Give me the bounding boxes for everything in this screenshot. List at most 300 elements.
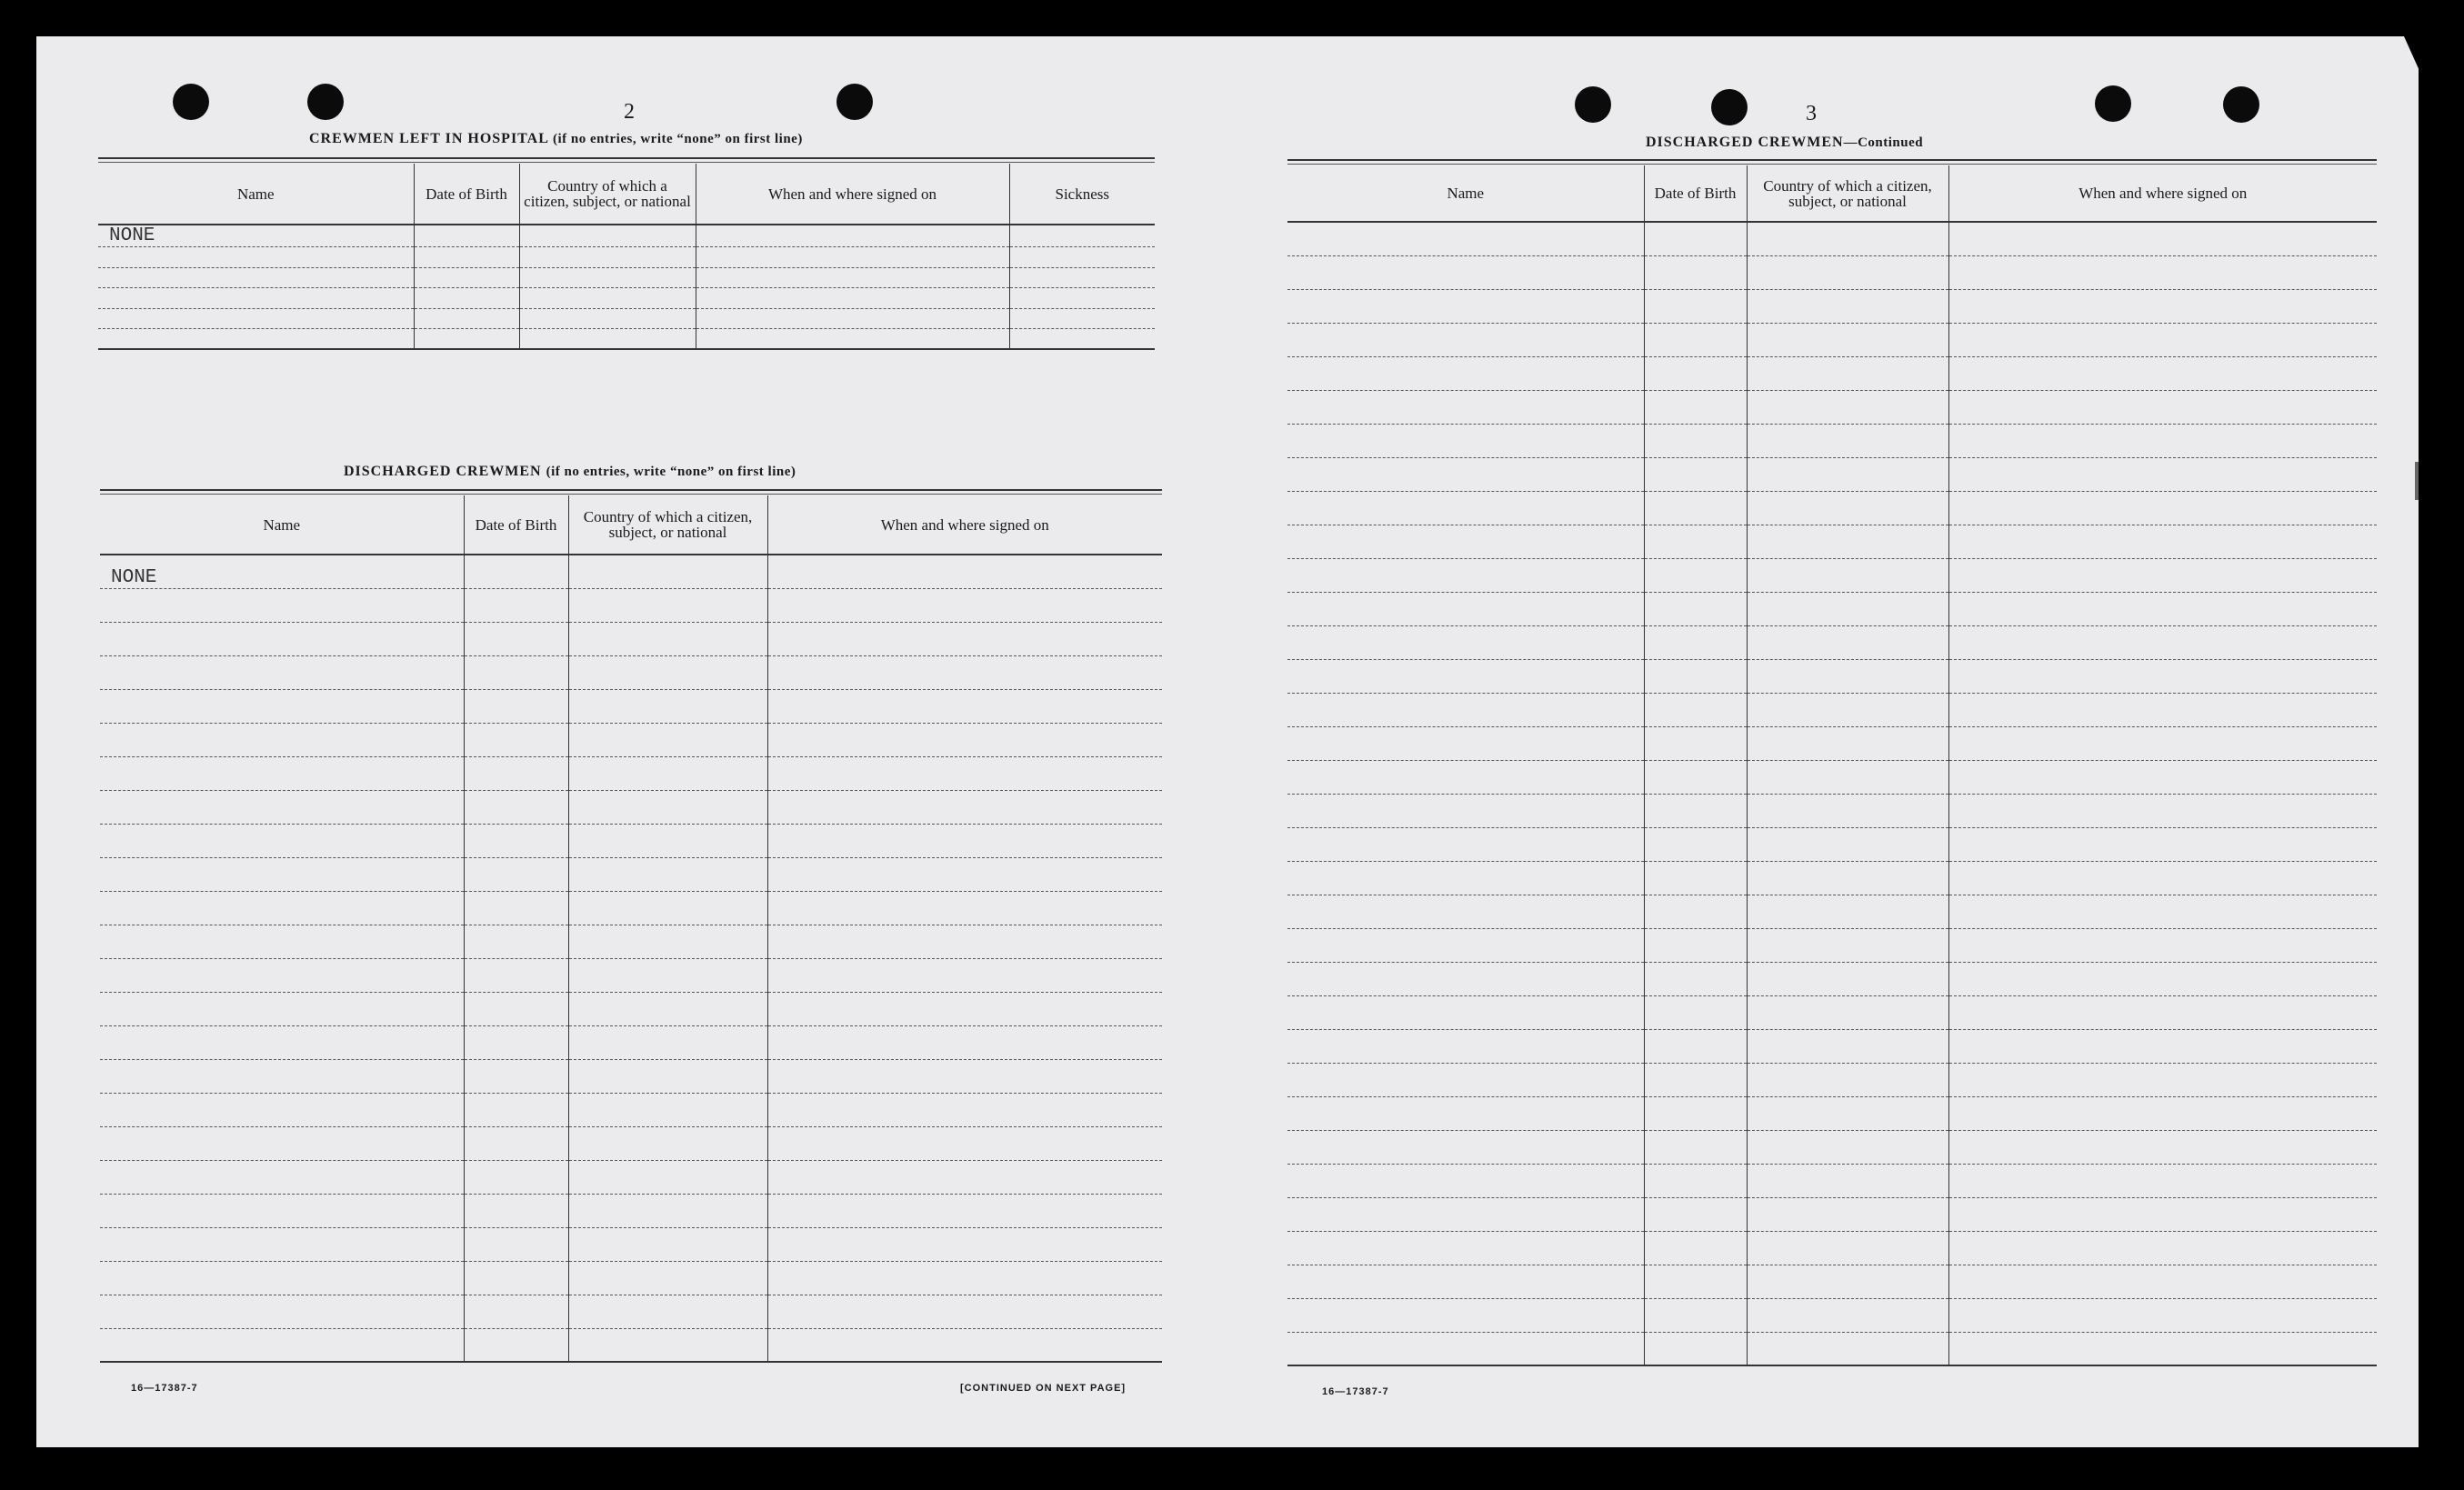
table-cell: [1948, 861, 2377, 895]
table-cell: [767, 555, 1162, 588]
table-cell: [1948, 827, 2377, 861]
table-cell: [519, 267, 696, 288]
table-cell: [100, 891, 464, 925]
hospital-table: [98, 164, 1155, 350]
table-cell: [464, 925, 568, 958]
table-row: [100, 555, 1162, 588]
table-row: [100, 1093, 1162, 1126]
table-cell: [1287, 255, 1644, 289]
table-row: [1287, 928, 2377, 962]
table-cell: [696, 225, 1009, 247]
table-cell: NONE: [100, 555, 464, 588]
table-row: [1287, 1029, 2377, 1063]
form-number-right: 16—17387-7: [1322, 1386, 1389, 1397]
table-cell: [100, 925, 464, 958]
table-cell: [1287, 1096, 1644, 1130]
table-cell: [568, 1295, 767, 1328]
table-cell: [767, 1295, 1162, 1328]
table-cell: [767, 622, 1162, 655]
table-cell: [100, 622, 464, 655]
table-cell: [568, 588, 767, 622]
table-cell: [1747, 424, 1948, 457]
table-cell: [1644, 928, 1747, 962]
table-cell: [1644, 1164, 1747, 1197]
table-cell: [767, 790, 1162, 824]
table-cell: [1644, 625, 1747, 659]
table-cell: [568, 723, 767, 756]
table-cell: [1644, 424, 1747, 457]
table-cell: [1644, 1096, 1747, 1130]
table-cell: [1747, 255, 1948, 289]
table-cell: [1287, 491, 1644, 525]
table-cell: [1644, 995, 1747, 1029]
table-cell: [1644, 1231, 1747, 1265]
table-row: [100, 622, 1162, 655]
table-cell: [1644, 525, 1747, 558]
table-cell: [464, 1126, 568, 1160]
table-cell: [1747, 794, 1948, 827]
table-cell: [519, 225, 696, 247]
table-cell: [100, 1025, 464, 1059]
table-cell: [1948, 1164, 2377, 1197]
table-cell: [1948, 659, 2377, 693]
table-cell: [1948, 558, 2377, 592]
table-row: [1287, 1096, 2377, 1130]
table-row: [1287, 1265, 2377, 1298]
table-cell: [1644, 1332, 1747, 1365]
table-cell: [1287, 1265, 1644, 1298]
table-cell: [1009, 329, 1155, 350]
table-cell: [1948, 525, 2377, 558]
table-cell: [100, 1093, 464, 1126]
continued-top-rule: [1287, 159, 2377, 165]
table-cell: [1644, 962, 1747, 995]
table-cell: [464, 1261, 568, 1295]
table-cell: [767, 689, 1162, 723]
table-cell: [1747, 1164, 1948, 1197]
table-cell: [1287, 356, 1644, 390]
col-country: Country of which a citizen, subject, or national: [519, 164, 696, 225]
table-cell: [100, 1160, 464, 1194]
col-date-of-birth: Date of Birth: [1644, 165, 1747, 222]
table-cell: [1747, 693, 1948, 726]
table-cell: [1747, 222, 1948, 255]
table-cell: [1948, 693, 2377, 726]
table-row: [100, 1160, 1162, 1194]
discharged-section-title: [344, 464, 796, 480]
table-cell: [98, 308, 414, 329]
table-cell: [1747, 356, 1948, 390]
table-cell: [1747, 895, 1948, 928]
table-cell: [1747, 289, 1948, 323]
binder-hole: [836, 84, 873, 120]
table-cell: [519, 247, 696, 268]
discharged-top-rule: [100, 489, 1162, 495]
hospital-section-title: [309, 131, 803, 147]
table-row: [100, 689, 1162, 723]
table-cell: [767, 1328, 1162, 1362]
table-row: [100, 723, 1162, 756]
table-cell: [568, 1261, 767, 1295]
col-country: Country of which a citizen, subject, or national: [1747, 165, 1948, 222]
continued-rows: [1287, 222, 2377, 1365]
table-cell: [1287, 726, 1644, 760]
table-cell: [100, 958, 464, 992]
table-row: [1287, 995, 2377, 1029]
table-cell: [1644, 1298, 1747, 1332]
table-cell: [767, 958, 1162, 992]
col-sickness: Sickness: [1009, 164, 1155, 225]
table-cell: [464, 655, 568, 689]
table-cell: [464, 1093, 568, 1126]
table-cell: [1287, 558, 1644, 592]
table-cell: [100, 655, 464, 689]
table-cell: [696, 267, 1009, 288]
table-row: [100, 1328, 1162, 1362]
table-cell: [1948, 995, 2377, 1029]
table-cell: [1644, 794, 1747, 827]
binder-hole: [1711, 89, 1748, 125]
form-sheet: [36, 36, 2419, 1447]
table-cell: [1644, 289, 1747, 323]
table-cell: [1948, 1332, 2377, 1365]
page-number-right: 3: [1806, 102, 1817, 125]
table-cell: [568, 857, 767, 891]
table-cell: [767, 1059, 1162, 1093]
table-cell: [100, 1261, 464, 1295]
table-row: [1287, 525, 2377, 558]
table-cell: [414, 308, 519, 329]
table-cell: [568, 1093, 767, 1126]
table-cell: [464, 1025, 568, 1059]
table-cell: [568, 655, 767, 689]
table-cell: [1644, 356, 1747, 390]
table-cell: [1287, 1197, 1644, 1231]
table-cell: [98, 329, 414, 350]
table-cell: [1287, 1063, 1644, 1096]
table-row: [100, 891, 1162, 925]
table-cell: [414, 288, 519, 309]
table-cell: [464, 1295, 568, 1328]
table-row: [1287, 1164, 2377, 1197]
table-cell: [568, 1194, 767, 1227]
table-cell: [767, 655, 1162, 689]
table-cell: [1747, 592, 1948, 625]
table-cell: [1644, 895, 1747, 928]
table-cell: [1948, 390, 2377, 424]
table-cell: [1747, 962, 1948, 995]
table-row: [98, 308, 1155, 329]
table-cell: [1747, 323, 1948, 356]
table-cell: [1948, 289, 2377, 323]
col-name: Name: [98, 164, 414, 225]
table-cell: [1644, 1197, 1747, 1231]
table-cell: [464, 1059, 568, 1093]
table-row: [100, 1227, 1162, 1261]
table-cell: [414, 247, 519, 268]
table-cell: [1287, 289, 1644, 323]
table-cell: [1747, 726, 1948, 760]
table-row: [100, 588, 1162, 622]
table-cell: [1747, 1231, 1948, 1265]
table-cell: NONE: [98, 225, 414, 247]
table-cell: [568, 555, 767, 588]
table-cell: [1287, 424, 1644, 457]
table-cell: [1009, 288, 1155, 309]
table-cell: [1287, 1164, 1644, 1197]
table-cell: [1644, 323, 1747, 356]
table-row: [1287, 1231, 2377, 1265]
table-cell: [568, 622, 767, 655]
table-cell: [1287, 659, 1644, 693]
table-row: [1287, 625, 2377, 659]
table-cell: [1287, 995, 1644, 1029]
table-cell: [1948, 1231, 2377, 1265]
table-cell: [1009, 308, 1155, 329]
table-cell: [1287, 1231, 1644, 1265]
table-cell: [1747, 827, 1948, 861]
discharged-rows: [100, 555, 1162, 1362]
table-row: [100, 1261, 1162, 1295]
col-signed-on: When and where signed on: [696, 164, 1009, 225]
table-cell: [767, 756, 1162, 790]
table-cell: [1948, 356, 2377, 390]
hospital-title-text: CREWMEN LEFT IN HOSPITAL: [309, 131, 549, 146]
table-row: [98, 329, 1155, 350]
table-cell: [1287, 794, 1644, 827]
table-cell: [464, 723, 568, 756]
table-cell: [1287, 222, 1644, 255]
continued-title-text: DISCHARGED CREWMEN: [1646, 135, 1844, 150]
table-row: [1287, 726, 2377, 760]
table-cell: [767, 588, 1162, 622]
table-cell: [100, 824, 464, 857]
table-cell: [767, 1227, 1162, 1261]
binder-hole: [173, 84, 209, 120]
table-cell: [519, 308, 696, 329]
table-row: [100, 824, 1162, 857]
table-cell: [1009, 225, 1155, 247]
page-number-left: 2: [624, 100, 635, 124]
table-cell: [1644, 592, 1747, 625]
table-cell: [1948, 491, 2377, 525]
table-row: [1287, 558, 2377, 592]
table-row: [100, 1194, 1162, 1227]
col-name: Name: [1287, 165, 1644, 222]
table-cell: [464, 992, 568, 1025]
continued-suffix: —Continued: [1843, 135, 1924, 150]
table-cell: [1287, 390, 1644, 424]
table-row: [1287, 794, 2377, 827]
table-row: [1287, 1332, 2377, 1365]
table-cell: [568, 992, 767, 1025]
table-cell: [1287, 827, 1644, 861]
table-cell: [1948, 625, 2377, 659]
table-cell: [1747, 659, 1948, 693]
table-cell: [100, 689, 464, 723]
table-row: [100, 992, 1162, 1025]
table-cell: [100, 992, 464, 1025]
table-cell: [568, 1126, 767, 1160]
table-cell: [1948, 1029, 2377, 1063]
table-cell: [1287, 1029, 1644, 1063]
table-cell: [1948, 255, 2377, 289]
table-cell: [1948, 1197, 2377, 1231]
continued-section-title: [1646, 135, 1923, 151]
table-cell: [1644, 255, 1747, 289]
table-cell: [1287, 592, 1644, 625]
table-cell: [1948, 592, 2377, 625]
col-date-of-birth: Date of Birth: [464, 495, 568, 555]
discharged-title-text: DISCHARGED CREWMEN: [344, 464, 542, 479]
table-cell: [696, 329, 1009, 350]
binder-hole: [307, 84, 344, 120]
table-cell: [568, 891, 767, 925]
table-row: [1287, 491, 2377, 525]
table-row: [1287, 693, 2377, 726]
table-row: [1287, 424, 2377, 457]
table-cell: [1747, 1197, 1948, 1231]
table-row: [1287, 861, 2377, 895]
table-cell: [464, 622, 568, 655]
table-row: [100, 925, 1162, 958]
table-cell: [696, 288, 1009, 309]
table-cell: [1948, 323, 2377, 356]
table-row: [1287, 827, 2377, 861]
table-cell: [1644, 491, 1747, 525]
table-cell: [1644, 760, 1747, 794]
table-cell: [1644, 827, 1747, 861]
table-cell: [568, 756, 767, 790]
table-row: [1287, 659, 2377, 693]
table-cell: [696, 247, 1009, 268]
continued-table: [1287, 165, 2377, 1366]
table-cell: [1948, 1298, 2377, 1332]
table-cell: [464, 555, 568, 588]
table-cell: [1948, 222, 2377, 255]
table-cell: [1287, 962, 1644, 995]
table-cell: [1644, 726, 1747, 760]
table-cell: [767, 1261, 1162, 1295]
discharged-table: [100, 495, 1162, 1363]
table-cell: [519, 288, 696, 309]
table-cell: [1287, 928, 1644, 962]
table-cell: [1287, 760, 1644, 794]
table-row: [1287, 289, 2377, 323]
table-cell: [1747, 1130, 1948, 1164]
table-cell: [568, 1025, 767, 1059]
table-cell: [1644, 390, 1747, 424]
table-row: [1287, 1130, 2377, 1164]
table-cell: [1644, 659, 1747, 693]
table-row: [100, 958, 1162, 992]
table-cell: [1644, 1063, 1747, 1096]
table-cell: [100, 1194, 464, 1227]
table-cell: [464, 689, 568, 723]
table-row: [98, 288, 1155, 309]
table-cell: [1287, 323, 1644, 356]
table-cell: [464, 857, 568, 891]
table-cell: [767, 925, 1162, 958]
binder-hole: [2223, 86, 2259, 123]
table-cell: [1747, 995, 1948, 1029]
table-row: [100, 790, 1162, 824]
table-cell: [1948, 962, 2377, 995]
table-cell: [100, 1059, 464, 1093]
table-row: [1287, 1063, 2377, 1096]
table-cell: [1287, 1298, 1644, 1332]
table-cell: [98, 288, 414, 309]
table-cell: [1747, 928, 1948, 962]
table-cell: [100, 588, 464, 622]
table-row: [1287, 323, 2377, 356]
table-row: [98, 225, 1155, 247]
table-cell: [464, 790, 568, 824]
table-cell: [568, 790, 767, 824]
table-cell: [1644, 693, 1747, 726]
table-cell: [1747, 1265, 1948, 1298]
table-cell: [100, 790, 464, 824]
table-row: [98, 267, 1155, 288]
table-cell: [1644, 222, 1747, 255]
discharged-instruction: (if no entries, write “none” on first line): [546, 465, 796, 479]
table-cell: [1644, 1265, 1747, 1298]
table-cell: [1747, 1096, 1948, 1130]
binder-hole: [2095, 85, 2131, 122]
table-cell: [1948, 1096, 2377, 1130]
table-cell: [1948, 1265, 2377, 1298]
table-cell: [464, 891, 568, 925]
table-row: [100, 1025, 1162, 1059]
table-cell: [568, 824, 767, 857]
table-row: [1287, 390, 2377, 424]
continued-note: [CONTINUED ON NEXT PAGE]: [960, 1383, 1127, 1394]
table-cell: [1747, 491, 1948, 525]
table-cell: [1948, 760, 2377, 794]
table-cell: [1009, 247, 1155, 268]
hospital-top-rule: [98, 157, 1155, 163]
table-cell: [100, 723, 464, 756]
col-name: Name: [100, 495, 464, 555]
table-cell: [1948, 1130, 2377, 1164]
table-cell: [767, 857, 1162, 891]
table-cell: [1644, 1029, 1747, 1063]
table-cell: [767, 1160, 1162, 1194]
table-cell: [1644, 1130, 1747, 1164]
table-cell: [767, 1126, 1162, 1160]
table-cell: [1747, 558, 1948, 592]
table-row: [1287, 962, 2377, 995]
table-cell: [1644, 457, 1747, 491]
table-cell: [767, 992, 1162, 1025]
table-cell: [100, 1126, 464, 1160]
table-cell: [464, 1160, 568, 1194]
table-cell: [1287, 525, 1644, 558]
table-cell: [1948, 726, 2377, 760]
table-cell: [100, 1227, 464, 1261]
table-cell: [568, 1160, 767, 1194]
table-cell: [767, 824, 1162, 857]
table-cell: [1948, 457, 2377, 491]
table-cell: [100, 1295, 464, 1328]
table-cell: [1948, 424, 2377, 457]
table-cell: [767, 1194, 1162, 1227]
table-cell: [568, 1328, 767, 1362]
table-cell: [464, 1194, 568, 1227]
table-row: [1287, 1298, 2377, 1332]
table-cell: [1747, 1298, 1948, 1332]
table-cell: [1644, 558, 1747, 592]
